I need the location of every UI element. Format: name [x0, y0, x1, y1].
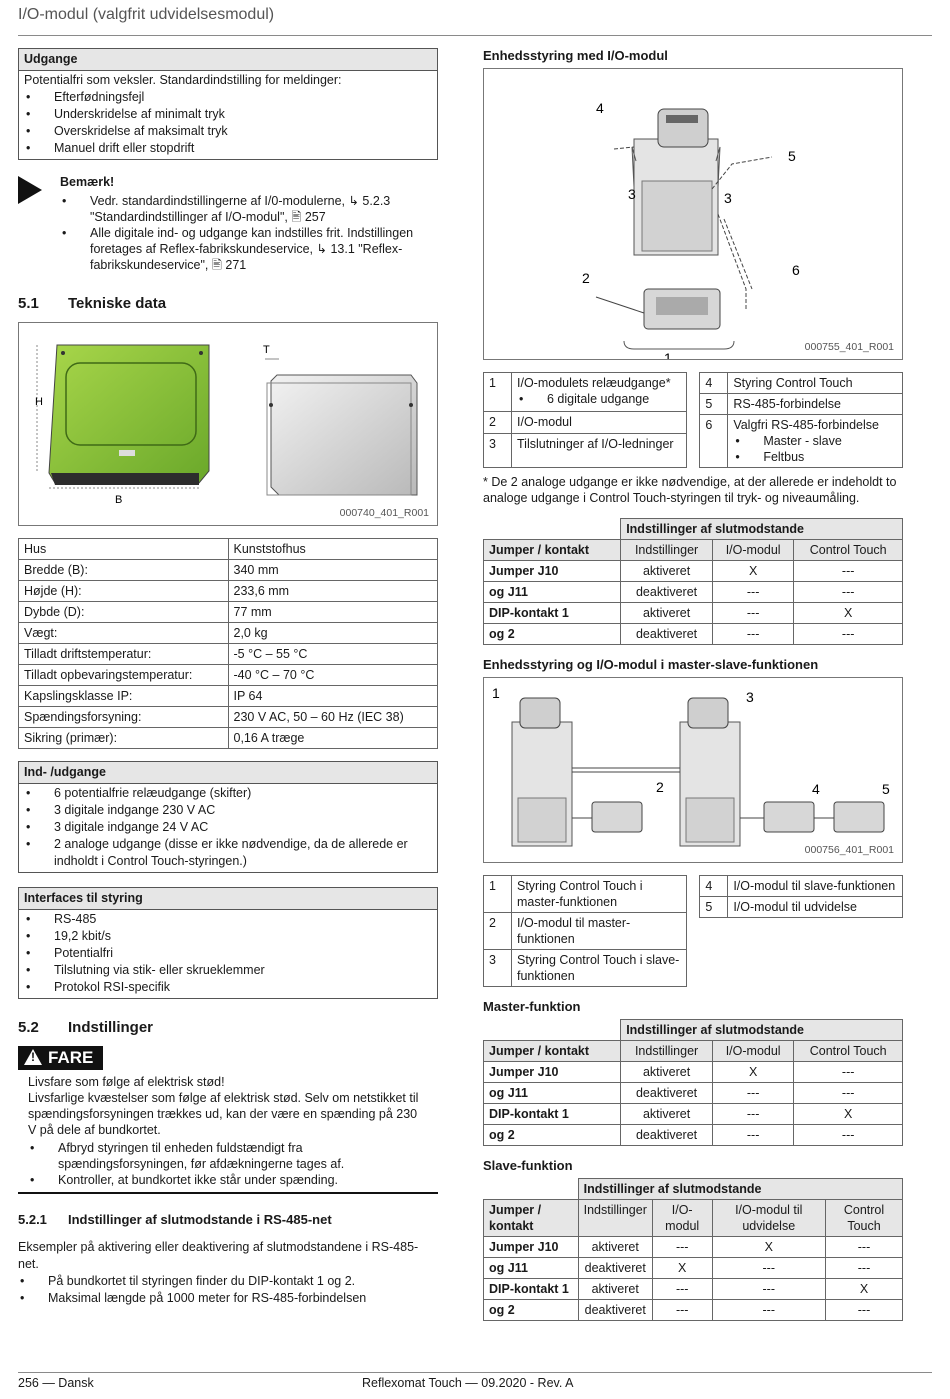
title-rule — [18, 35, 932, 36]
tech-data-value: -5 °C – 55 °C — [228, 644, 438, 665]
callout: 5 — [882, 781, 890, 797]
legend-2 — [483, 372, 903, 468]
ind-udgange-item: 3 digitale indgange 24 V AC — [54, 820, 209, 834]
footnote: * De 2 analoge udgange er ikke nødvendige, at der allerede er indeholdt to analoge udgange i Control Touch-styringen til tryk- og niveaumåling. — [483, 475, 897, 505]
cfg-table-master: Indstillinger af slutmodstande Jumper / kontakt Indstillinger I/O-modul Control Touch Jumper J10 aktiveret X --- og J11 deaktiveret --- --- DIP-kontakt 1 aktiveret --- X og 2 deaktiveret --- --- — [483, 1019, 903, 1146]
interfaces-item: Protokol RSI-specifik — [54, 980, 171, 994]
slave-title: Slave-funktion — [483, 1158, 573, 1173]
callout: 6 — [792, 262, 800, 278]
ind-udgange-item: 2 analoge udgange (disse er ikke nødvendige, da de allerede er indholdt i Control Touch-styringen.) — [54, 837, 408, 868]
tech-data-value: -40 °C – 70 °C — [228, 665, 438, 686]
danger-item: Afbryd styringen til enheden fuldstændigt fra spændingsforsyningen, før afdækningerne tages af. — [58, 1141, 345, 1171]
tech-data-row — [19, 728, 438, 749]
tech-data-value: 0,16 A træge — [228, 728, 438, 749]
tech-data-value: 2,0 kg — [228, 623, 438, 644]
tech-data-table — [18, 538, 438, 749]
figure-code: 000740_401_R001 — [339, 507, 429, 519]
interfaces-item: RS-485 — [54, 912, 97, 926]
callout: 4 — [596, 100, 604, 116]
tech-data-label: Vægt: — [19, 623, 229, 644]
figure-code: 000756_401_R001 — [804, 844, 894, 856]
cfg-table-slave: Indstillinger af slutmodstande Jumper / kontakt Indstillinger I/O-modul I/O-modul til udvidelse Control Touch Jumper J10 aktiveret --- X --- og J11 deaktiveret X --- --- DIP-kontakt 1 aktiveret --- --- X og 2 deaktiveret --- --- --- — [483, 1178, 903, 1321]
legend-2-right: 4 Styring Control Touch 5 RS-485-forbindelse 6 Valgfri RS-485-forbindelse • Master - slave • Feltbus — [699, 372, 903, 468]
callout: 3 — [724, 190, 732, 206]
interfaces-title: Interfaces til styring — [19, 888, 437, 910]
note-item: Vedr. standardindstillingerne af I/0-modulerne, ↳ 5.2.3 "Standardindstillinger af I/O-modul", 🖹 257 — [90, 194, 391, 224]
udgange-intro: Potentialfri som veksler. Standardindstilling for meldinger: — [24, 73, 342, 87]
ind-udgange-item: 6 potentialfrie relæudgange (skifter) — [54, 786, 252, 800]
section-heading-5-2-1: 5.2.1 Indstillinger af slutmodstande i RS-485-net — [18, 1212, 332, 1227]
tech-data-row — [19, 707, 438, 728]
tech-data-row — [19, 581, 438, 602]
tech-data-row — [19, 539, 438, 560]
footer-rule — [18, 1372, 932, 1373]
tech-data-label: Tilladt driftstemperatur: — [19, 644, 229, 665]
udgange-item: Efterfødningsfejl — [54, 90, 145, 104]
interfaces-item: 19,2 kbit/s — [54, 929, 111, 943]
master-slave-illustration — [484, 678, 902, 862]
right-column — [483, 48, 903, 1321]
interfaces-item: Tilslutning via stik- eller skrueklemmer — [54, 963, 265, 977]
dim-label-t: T — [263, 344, 270, 356]
tech-data-row — [19, 602, 438, 623]
tech-data-label: Hus — [19, 539, 229, 560]
danger-line-2: Livsfarlige kvæstelser som følge af elektrisk stød. Selv om netstikket til spændingsforsyningen trækkes ud, kan der være en spænding på 230 V på dele af bundkortet. — [28, 1091, 419, 1137]
udgange-item: Overskridelse af maksimalt tryk — [54, 124, 228, 138]
legend-2-left: 1 I/O-modulets relæudgange* • 6 digitale udgange 2 I/O-modul 3 Tilslutninger af I/O-ledninger — [483, 372, 687, 468]
tech-data-value: 233,6 mm — [228, 581, 438, 602]
ind-udgange-item: 3 digitale indgange 230 V AC — [54, 803, 216, 817]
udgange-title: Udgange — [19, 49, 437, 71]
tech-data-value: IP 64 — [228, 686, 438, 707]
section-5-2-1-item: Maksimal længde på 1000 meter for RS-485-forbindelsen — [48, 1291, 367, 1305]
callout: 5 — [788, 148, 796, 164]
tech-data-label: Dybde (D): — [19, 602, 229, 623]
danger-item: Kontroller, at bundkortet ikke står under spænding. — [58, 1173, 339, 1187]
note-block: Bemærk! • Vedr. standardindstillingerne af I/0-modulerne, ↳ 5.2.3 "Standardindstillinger af I/O-modul", 🖹 257 • Alle digitale ind- og udgange kan indstilles frit. Indstillingen foretages af Reflex-fabrikskundeservice, ↳ 13.1 "Reflex-fabrikskundeservice", 🖹 271 — [18, 174, 438, 273]
section-heading-5-1: 5.1 Tekniske data — [18, 295, 167, 312]
danger-line-1: Livsfare som følge af elektrisk stød! — [28, 1075, 225, 1089]
figure-2-title: Enhedsstyring med I/O-modul — [483, 48, 668, 63]
tech-data-label: Højde (H): — [19, 581, 229, 602]
callout: 1 — [664, 350, 672, 359]
tech-data-value: 77 mm — [228, 602, 438, 623]
footer-doc: Reflexomat Touch — 09.2020 - Rev. A — [362, 1376, 574, 1390]
section-5-2-1-item: På bundkortet til styringen finder du DIP-kontakt 1 og 2. — [48, 1274, 356, 1288]
tech-data-label: Kapslingsklasse IP: — [19, 686, 229, 707]
udgange-item: Manuel drift eller stopdrift — [54, 141, 195, 155]
note-arrow-icon — [18, 174, 60, 273]
tech-data-row — [19, 623, 438, 644]
legend-3-right: 4 I/O-modul til slave-funktionen 5 I/O-modul til udvidelse — [699, 875, 903, 918]
figure-control-with-io — [483, 68, 903, 360]
dim-label-b: B — [115, 494, 123, 506]
tech-data-label: Tilladt opbevaringstemperatur: — [19, 665, 229, 686]
tech-data-row — [19, 686, 438, 707]
section-5-2-1-intro: Eksempler på aktivering eller deaktivering af slutmodstandene i RS-485-net. — [18, 1240, 419, 1271]
danger-badge: ! FARE — [18, 1046, 103, 1070]
callout: 1 — [492, 685, 500, 701]
section-heading-5-2: 5.2 Indstillinger — [18, 1019, 154, 1036]
callout: 3 — [746, 689, 754, 705]
tech-data-label: Sikring (primær): — [19, 728, 229, 749]
udgange-box: Udgange Potentialfri som veksler. Standardindstilling for meldinger: • Efterfødningsfejl • Underskridelse af minimalt tryk • Overskridelse af maksimalt tryk • Manuel drift eller stopdrift — [18, 48, 438, 160]
callout: 4 — [812, 781, 820, 797]
tech-data-row — [19, 560, 438, 581]
interfaces-item: Potentialfri — [54, 946, 114, 960]
tech-data-row — [19, 665, 438, 686]
legend-3 — [483, 875, 903, 987]
tech-data-value: Kunststofhus — [228, 539, 438, 560]
callout: 2 — [582, 270, 590, 286]
danger-block: ! FARE Livsfare som følge af elektrisk stød! Livsfarlige kvæstelser som følge af elektrisk stød. Selv om netstikket til spændingsforsyningen trækkes ud, kan der være en spænding på 230 V på dele af bundkortet. • Afbryd styringen til enheden fuldstændigt fra spændingsforsyningen, før afdækningerne tages af. • Kontroller, at bundkortet ikke står under spænding. — [18, 1046, 438, 1194]
cfg-table-1: Indstillinger af slutmodstande Jumper / kontakt Indstillinger I/O-modul Control Touch Jumper J10 aktiveret X --- og J11 deaktiveret --- --- DIP-kontakt 1 aktiveret --- X og 2 deaktiveret --- --- — [483, 518, 903, 645]
tech-data-label: Spændingsforsyning: — [19, 707, 229, 728]
figure-3-title: Enhedsstyring og I/O-modul i master-slave-funktionen — [483, 657, 819, 672]
footer-page: 256 — Dansk — [18, 1376, 94, 1390]
legend-3-left: 1 Styring Control Touch i master-funktionen 2 I/O-modul til master-funktionen 3 Styring Control Touch i slave-funktionen — [483, 875, 687, 987]
callout: 2 — [656, 779, 664, 795]
tech-data-value: 340 mm — [228, 560, 438, 581]
note-title: Bemærk! — [60, 175, 115, 189]
dim-label-h: H — [35, 396, 43, 408]
ind-udgange-title: Ind- /udgange — [19, 762, 437, 784]
left-column: Udgange Potentialfri som veksler. Standardindstilling for meldinger: • Efterfødningsfejl • Underskridelse af minimalt tryk • Overskridelse af maksimalt tryk • Manuel drift eller stopdrift Bemærk! • Vedr. standardindstillingerne af I/0-modulerne, ↳ 5.2.3 "Standardindstillinger af I/O-modul", 🖹 257 • Alle digitale ind- og udgange kan indstilles frit. Indstillingen foretages af Reflex-fabrikskundeservice, ↳ 13.1 "Reflex-fabrikskundeservice", 🖹 271 5.1 Tekniske data H B T 000740_401_R001 Hus Kunststofhus Bredde (B): 340 mm Højde (H): 233,6 mm Dybde (D): 77 mm Vægt: 2,0 kg Tilladt driftstemperatur: -5 °C – 55 °C Tilladt opbevaringstemperatur: -40 °C – 70 °C Kapslingsklasse IP: IP 64 Spændingsforsyning: 230 V AC, 50 – 60 Hz (IEC 38) Sikring (primær): 0,16 A træge Ind- /udgange • 6 potentialfrie relæudgange (skifter) • 3 digitale indgange 230 V AC • 3 digitale indgange 24 V AC • 2 analoge udgange (disse er ikke nødvendige, da de allerede er indholdt i Control Touch-styringen.) Interfaces til styring • RS-485 • 19,2 kbit/s • Potentialfri • Tilslutning via stik- eller skrueklemmer • Protokol RSI-specifik 5.2 Indstillinger ! FARE Livsfare som følge af elektrisk stød! Livsfarlige kvæstelser som følge af elektrisk stød. Selv om netstikket til spændingsforsyningen trækkes ud, kan der være en spænding på 230 V på dele af bundkortet. • Afbryd styringen til enheden fuldstændigt fra spændingsforsyningen, før afdækningerne tages af. • Kontroller, at bundkortet ikke står under spænding. 5.2.1 Indstillinger af slutmodstande i RS-485-net Eksempler på aktivering eller deaktivering af slutmodstandene i RS-485-net. • På bundkortet til styringen finder du DIP-kontakt 1 og 2. • Maksimal længde på 1000 meter for RS-485-forbindelsen — [18, 48, 438, 1307]
tech-data-value: 230 V AC, 50 – 60 Hz (IEC 38) — [228, 707, 438, 728]
callout: 3 — [628, 186, 636, 202]
page-title: I/O-modul (valgfrit udvidelsesmodul) — [18, 6, 275, 23]
warning-icon: ! — [24, 1049, 42, 1065]
figure-master-slave — [483, 677, 903, 863]
note-item: Alle digitale ind- og udgange kan indstilles frit. Indstillingen foretages af Reflex-fabrikskundeservice, ↳ 13.1 "Reflex-fabrikskundeservice", 🖹 271 — [90, 226, 414, 272]
ind-udgange-box: Ind- /udgange • 6 potentialfrie relæudgange (skifter) • 3 digitale indgange 230 V AC • 3 digitale indgange 24 V AC • 2 analoge udgange (disse er ikke nødvendige, da de allerede er indholdt i Control Touch-styringen.) — [18, 761, 438, 873]
interfaces-box: Interfaces til styring • RS-485 • 19,2 kbit/s • Potentialfri • Tilslutning via stik- eller skrueklemmer • Protokol RSI-specifik — [18, 887, 438, 999]
io-module-illustration — [19, 323, 437, 525]
master-title: Master-funktion — [483, 999, 581, 1014]
figure-io-module-dimensions — [18, 322, 438, 526]
tech-data-row — [19, 644, 438, 665]
udgange-item: Underskridelse af minimalt tryk — [54, 107, 225, 121]
control-io-illustration — [484, 69, 902, 359]
tech-data-label: Bredde (B): — [19, 560, 229, 581]
figure-code: 000755_401_R001 — [804, 341, 894, 353]
